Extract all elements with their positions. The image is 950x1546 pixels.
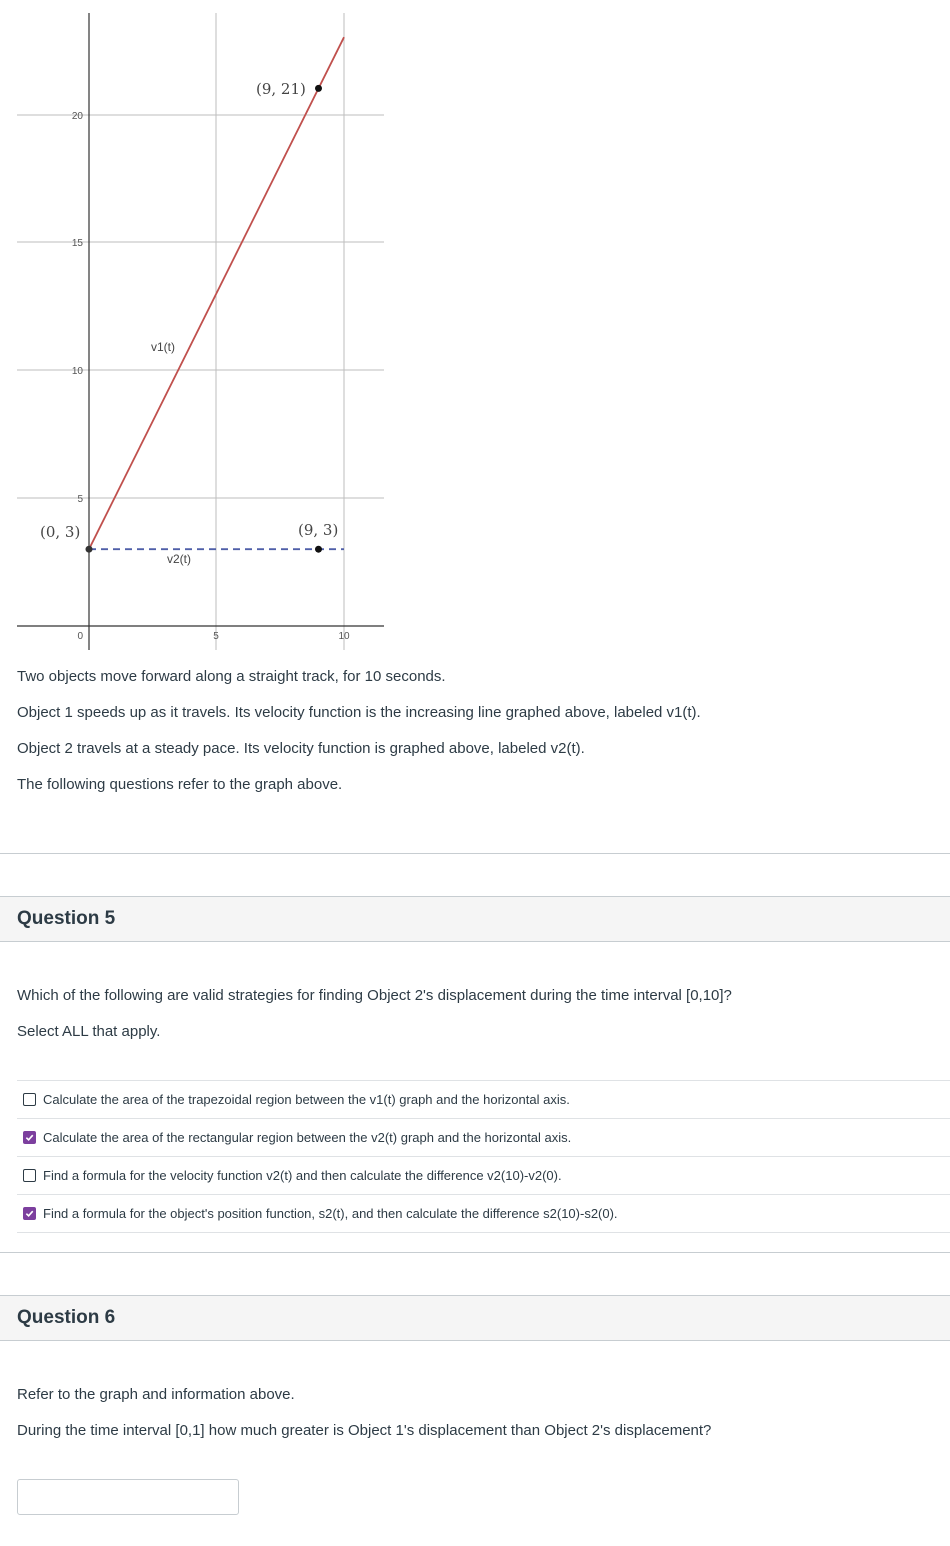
checkmark-icon (25, 1133, 34, 1142)
intro-line: Two objects move forward along a straight track, for 10 seconds. (17, 668, 446, 685)
answer-option[interactable] (17, 1118, 950, 1156)
divider (0, 853, 950, 854)
point-label-9-3: (9, 3) (298, 521, 339, 539)
question-6-answer-input[interactable] (17, 1479, 239, 1515)
y-tick-label: 15 (71, 238, 83, 249)
checkbox-checked[interactable] (23, 1131, 36, 1144)
answer-option[interactable] (17, 1156, 950, 1194)
question-5-prompt: Which of the following are valid strategies for finding Object 2's displacement during the time interval [0,10]? (17, 987, 732, 1004)
question-6-title: Question 6 (17, 1307, 116, 1328)
checkbox[interactable] (23, 1093, 36, 1106)
v2-label: v2(t) (167, 552, 191, 566)
answer-option[interactable] (17, 1080, 950, 1118)
divider (0, 1252, 950, 1253)
question-5-instruction: Select ALL that apply. (17, 1023, 161, 1040)
question-6-line1: Refer to the graph and information above. (17, 1386, 295, 1403)
y-tick-label: 20 (71, 111, 83, 122)
point-9-21 (315, 85, 322, 92)
answer-label[interactable]: Find a formula for the object's position function, s2(t), and then calculate the difference s2(10)-s2(0). (43, 1206, 618, 1221)
x-tick-label: 0 (77, 631, 83, 642)
question-5-answers (17, 1080, 950, 1233)
intro-line: Object 1 speeds up as it travels. Its velocity function is the increasing line graphed above, labeled v1(t). (17, 704, 701, 721)
question-5-body (17, 987, 927, 1059)
intro-line: The following questions refer to the graph above. (17, 776, 343, 793)
checkbox-checked[interactable] (23, 1207, 36, 1220)
checkmark-icon (25, 1209, 34, 1218)
question-5-header (0, 896, 950, 942)
point-9-3 (315, 546, 322, 553)
grid-lines (17, 13, 384, 650)
x-tick-label: 10 (338, 631, 350, 642)
answer-label[interactable]: Calculate the area of the trapezoidal region between the v1(t) graph and the horizontal axis. (43, 1092, 570, 1107)
point-0-3 (86, 546, 93, 553)
question-6-body (17, 1386, 927, 1458)
answer-option[interactable] (17, 1194, 950, 1233)
velocity-graph (0, 0, 400, 660)
v1-label: v1(t) (151, 340, 175, 354)
point-label-9-21: (9, 21) (256, 80, 306, 98)
intro-text (17, 668, 917, 812)
question-6-line2: During the time interval [0,1] how much greater is Object 1's displacement than Object 2's displacement? (17, 1422, 712, 1439)
question-6-header (0, 1295, 950, 1341)
question-5-title: Question 5 (17, 908, 116, 929)
x-tick-label: 5 (213, 631, 219, 642)
point-label-0-3: (0, 3) (40, 523, 81, 541)
answer-label[interactable]: Find a formula for the velocity function v2(t) and then calculate the difference v2(10)-v2(0). (43, 1168, 562, 1183)
intro-line: Object 2 travels at a steady pace. Its velocity function is graphed above, labeled v2(t). (17, 740, 585, 757)
checkbox[interactable] (23, 1169, 36, 1182)
answer-label[interactable]: Calculate the area of the rectangular region between the v2(t) graph and the horizontal axis. (43, 1130, 572, 1145)
y-tick-label: 10 (71, 366, 83, 377)
y-tick-label: 5 (77, 494, 83, 505)
